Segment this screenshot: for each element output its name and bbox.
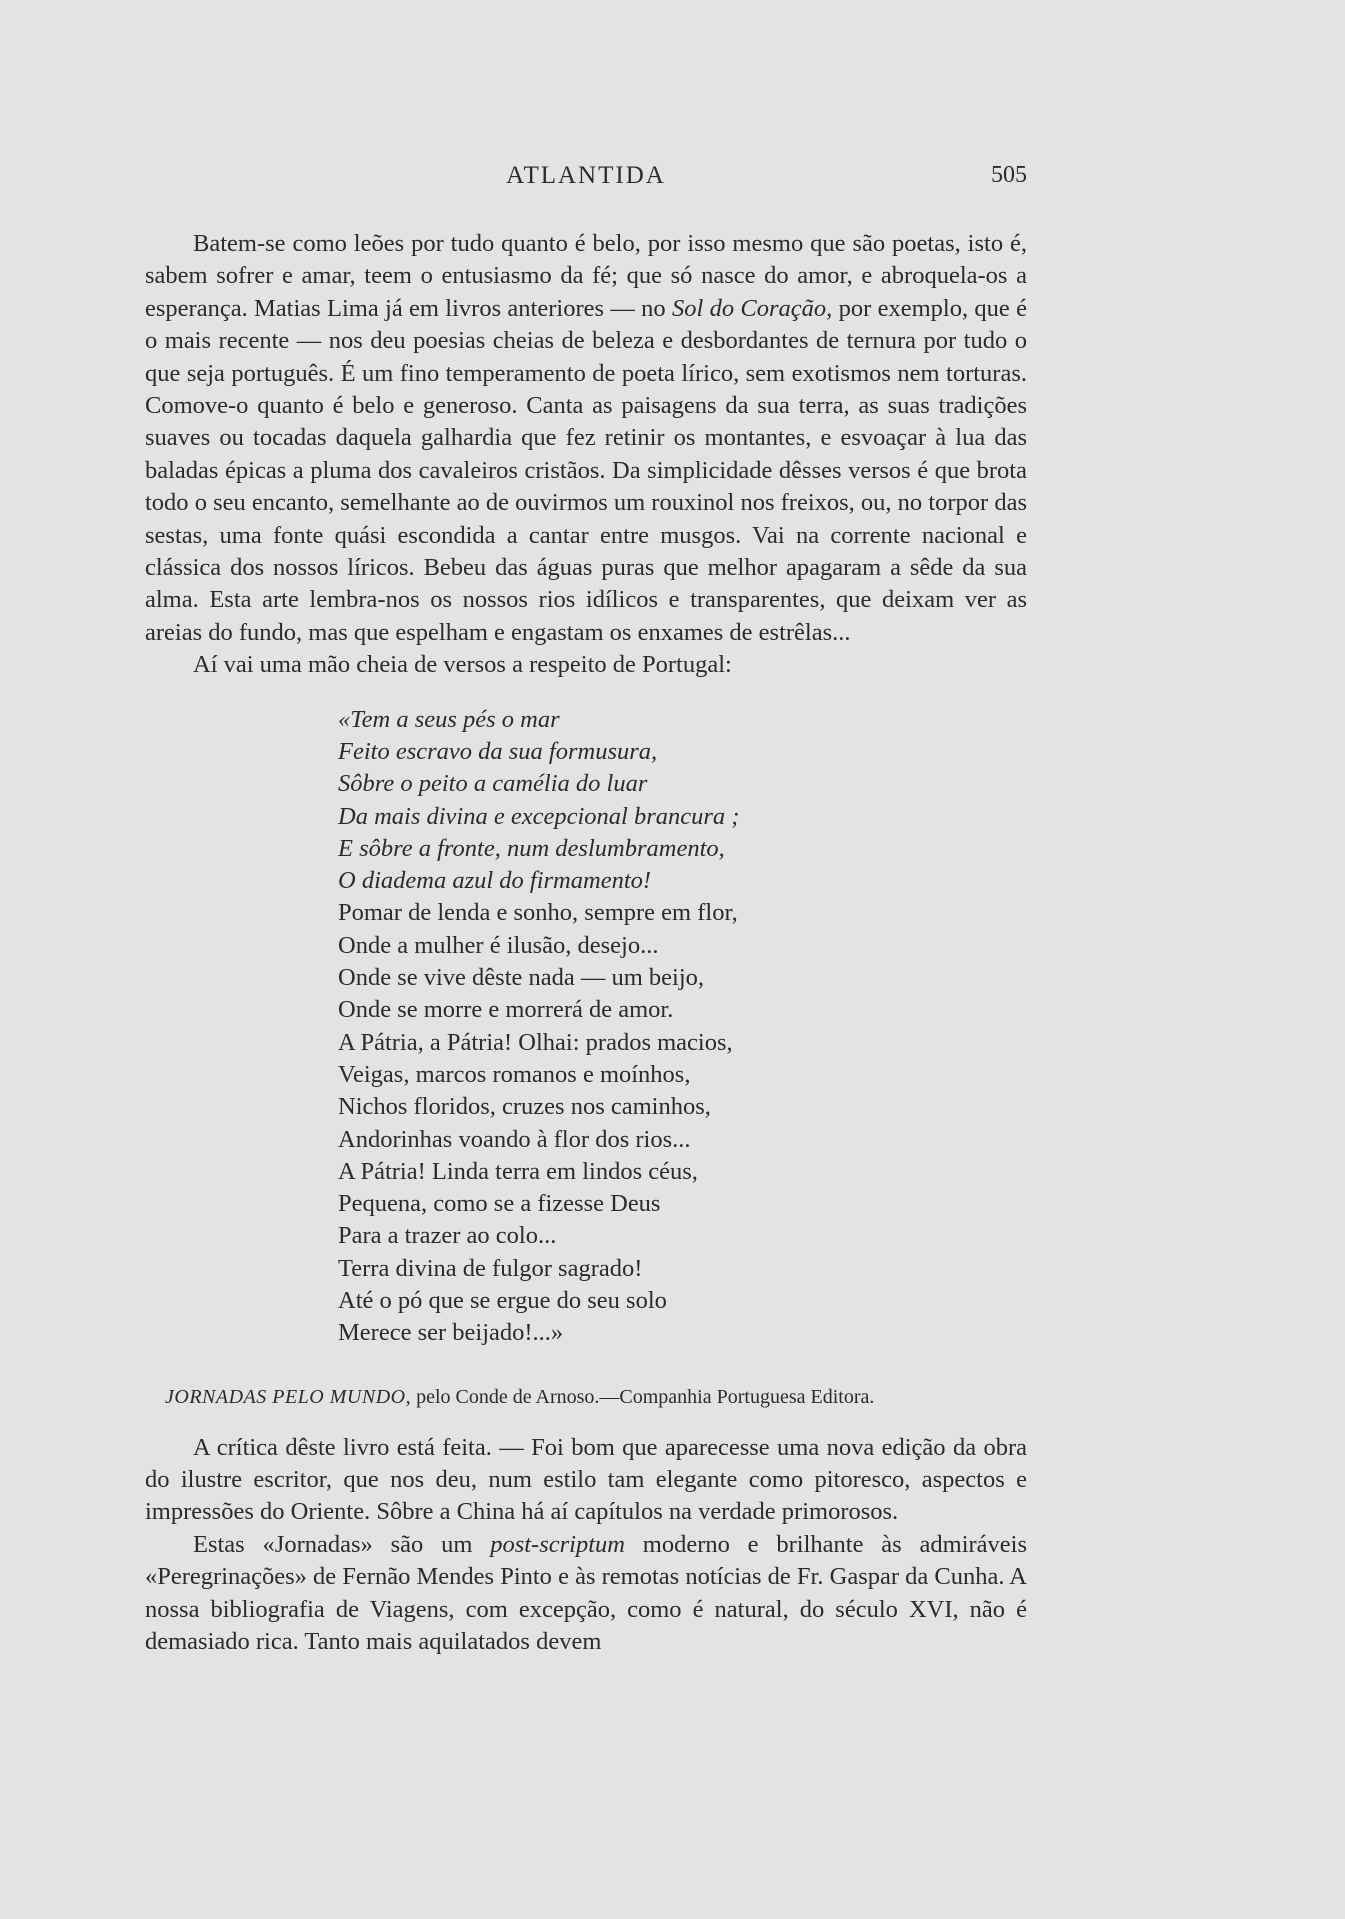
paragraph-1 [145, 228, 1027, 649]
paragraph-text: por exemplo, que é o mais recente — nos deu poesias cheias de beleza e desbordantes de ternura por tudo o que seja português. É um fino temperamento de poeta lírico, sem exotismos nem torturas. Comove-o quanto é belo e generoso. Canta as paisagens da sua terra, as suas tradições suaves ou tocadas daquela galhardia que fez retinir os montantes, e esvoaçar à lua das baladas épicas a pluma dos cavaleiros cristãos. Da simplicidade dêsses versos é que brota todo o seu encanto, semelhante ao de ouvirmos um rouxinol nos freixos, ou, no torpor das sestas, uma fonte quási escondida a cantar entre musgos. Vai na corrente nacional e clássica dos nossos líricos. Bebeu das águas puras que melhor apagaram a sêde da sua alma. Esta arte lembra-nos os nossos rios idílicos e transparentes, que deixam ver as areias do fundo, mas que espelham e engastam os enxames de estrêlas... [145, 294, 1027, 646]
paragraph-text: Estas «Jornadas» são um [193, 1530, 491, 1558]
poem [338, 704, 1027, 1350]
running-head [145, 158, 1027, 198]
review-paragraph-1: A crítica dêste livro está feita. — Foi bom que aparecesse uma nova edição da obra do ilustre escritor, que nos deu, num estilo tam elegante como pitoresco, aspectos e impressões do Oriente. Sôbre a China há aí capítulos na verdade primorosos. [145, 1433, 1027, 1526]
book-title: Sol do Coração, [671, 294, 833, 322]
journal-title: ATLANTIDA [506, 162, 666, 189]
paragraph-text: moderno e brilhante às admiráveis «Peregrinações» de Fernão Mendes Pinto e às remotas notícias de Fr. Gaspar da Cunha. A nossa bibliografia de Viagens, com excepção, como é natural, do século XVI, não é demasiado rica. Tanto mais aquilatados devem [145, 1530, 1027, 1656]
poem-line: Pequena, como se a fizesse Deus [338, 1190, 661, 1218]
poem-line: Feito escravo da sua formusura, [338, 737, 658, 765]
poem-line: Pomar de lenda e sonho, sempre em flor, [338, 899, 738, 927]
poem-line: Merece ser beijado!...» [338, 1319, 564, 1347]
poem-line: Andorinhas voando à flor dos rios... [338, 1125, 691, 1153]
italic-term: post-scriptum [490, 1530, 625, 1558]
poem-line: Nichos floridos, cruzes nos caminhos, [338, 1093, 711, 1121]
poem-line: A Pátria! Linda terra em lindos céus, [338, 1157, 698, 1185]
poem-line: O diadema azul do firmamento! [338, 867, 652, 895]
poem-line: Onde a mulher é ilusão, desejo... [338, 931, 659, 959]
poem-line: Da mais divina e excepcional brancura ; [338, 802, 740, 830]
paragraph-2: Aí vai uma mão cheia de versos a respeito de Portugal: [193, 651, 732, 679]
review-heading [165, 1382, 1027, 1412]
review-paragraph-2 [145, 1529, 1027, 1659]
poem-line: Até o pó que se ergue do seu solo [338, 1287, 667, 1315]
poem-line: Sôbre o peito a camélia do luar [338, 770, 648, 798]
poem-line: Onde se vive dêste nada — um beijo, [338, 964, 705, 992]
poem-line: Onde se morre e morrerá de amor. [338, 996, 674, 1024]
review-body [145, 1432, 1027, 1659]
poem-line: Veigas, marcos romanos e moínhos, [338, 1060, 691, 1088]
poem-line: Para a trazer ao colo... [338, 1222, 557, 1250]
paragraph-text: Batem-se como leões por tudo quanto é belo, por isso mesmo que são poetas, isto é, sabem sofrer e amar, teem o entusiasmo da fé; que só nasce do amor, e abroquela-os a esperança. Matias Lima já em livros anteriores — no [145, 230, 1027, 322]
article-body [145, 228, 1027, 1658]
review-byline: pelo Conde de Arnoso.—Companhia Portuguesa Editora. [411, 1385, 875, 1408]
poem-line: A Pátria, a Pátria! Olhai: prados macios, [338, 1028, 733, 1056]
poem-line: E sôbre a fronte, num deslumbramento, [338, 834, 725, 862]
page-number: 505 [991, 162, 1027, 188]
poem-line: Terra divina de fulgor sagrado! [338, 1254, 643, 1282]
review-book-title: JORNADAS PELO MUNDO, [165, 1385, 412, 1408]
poem-line: «Tem a seus pés o mar [338, 705, 560, 733]
